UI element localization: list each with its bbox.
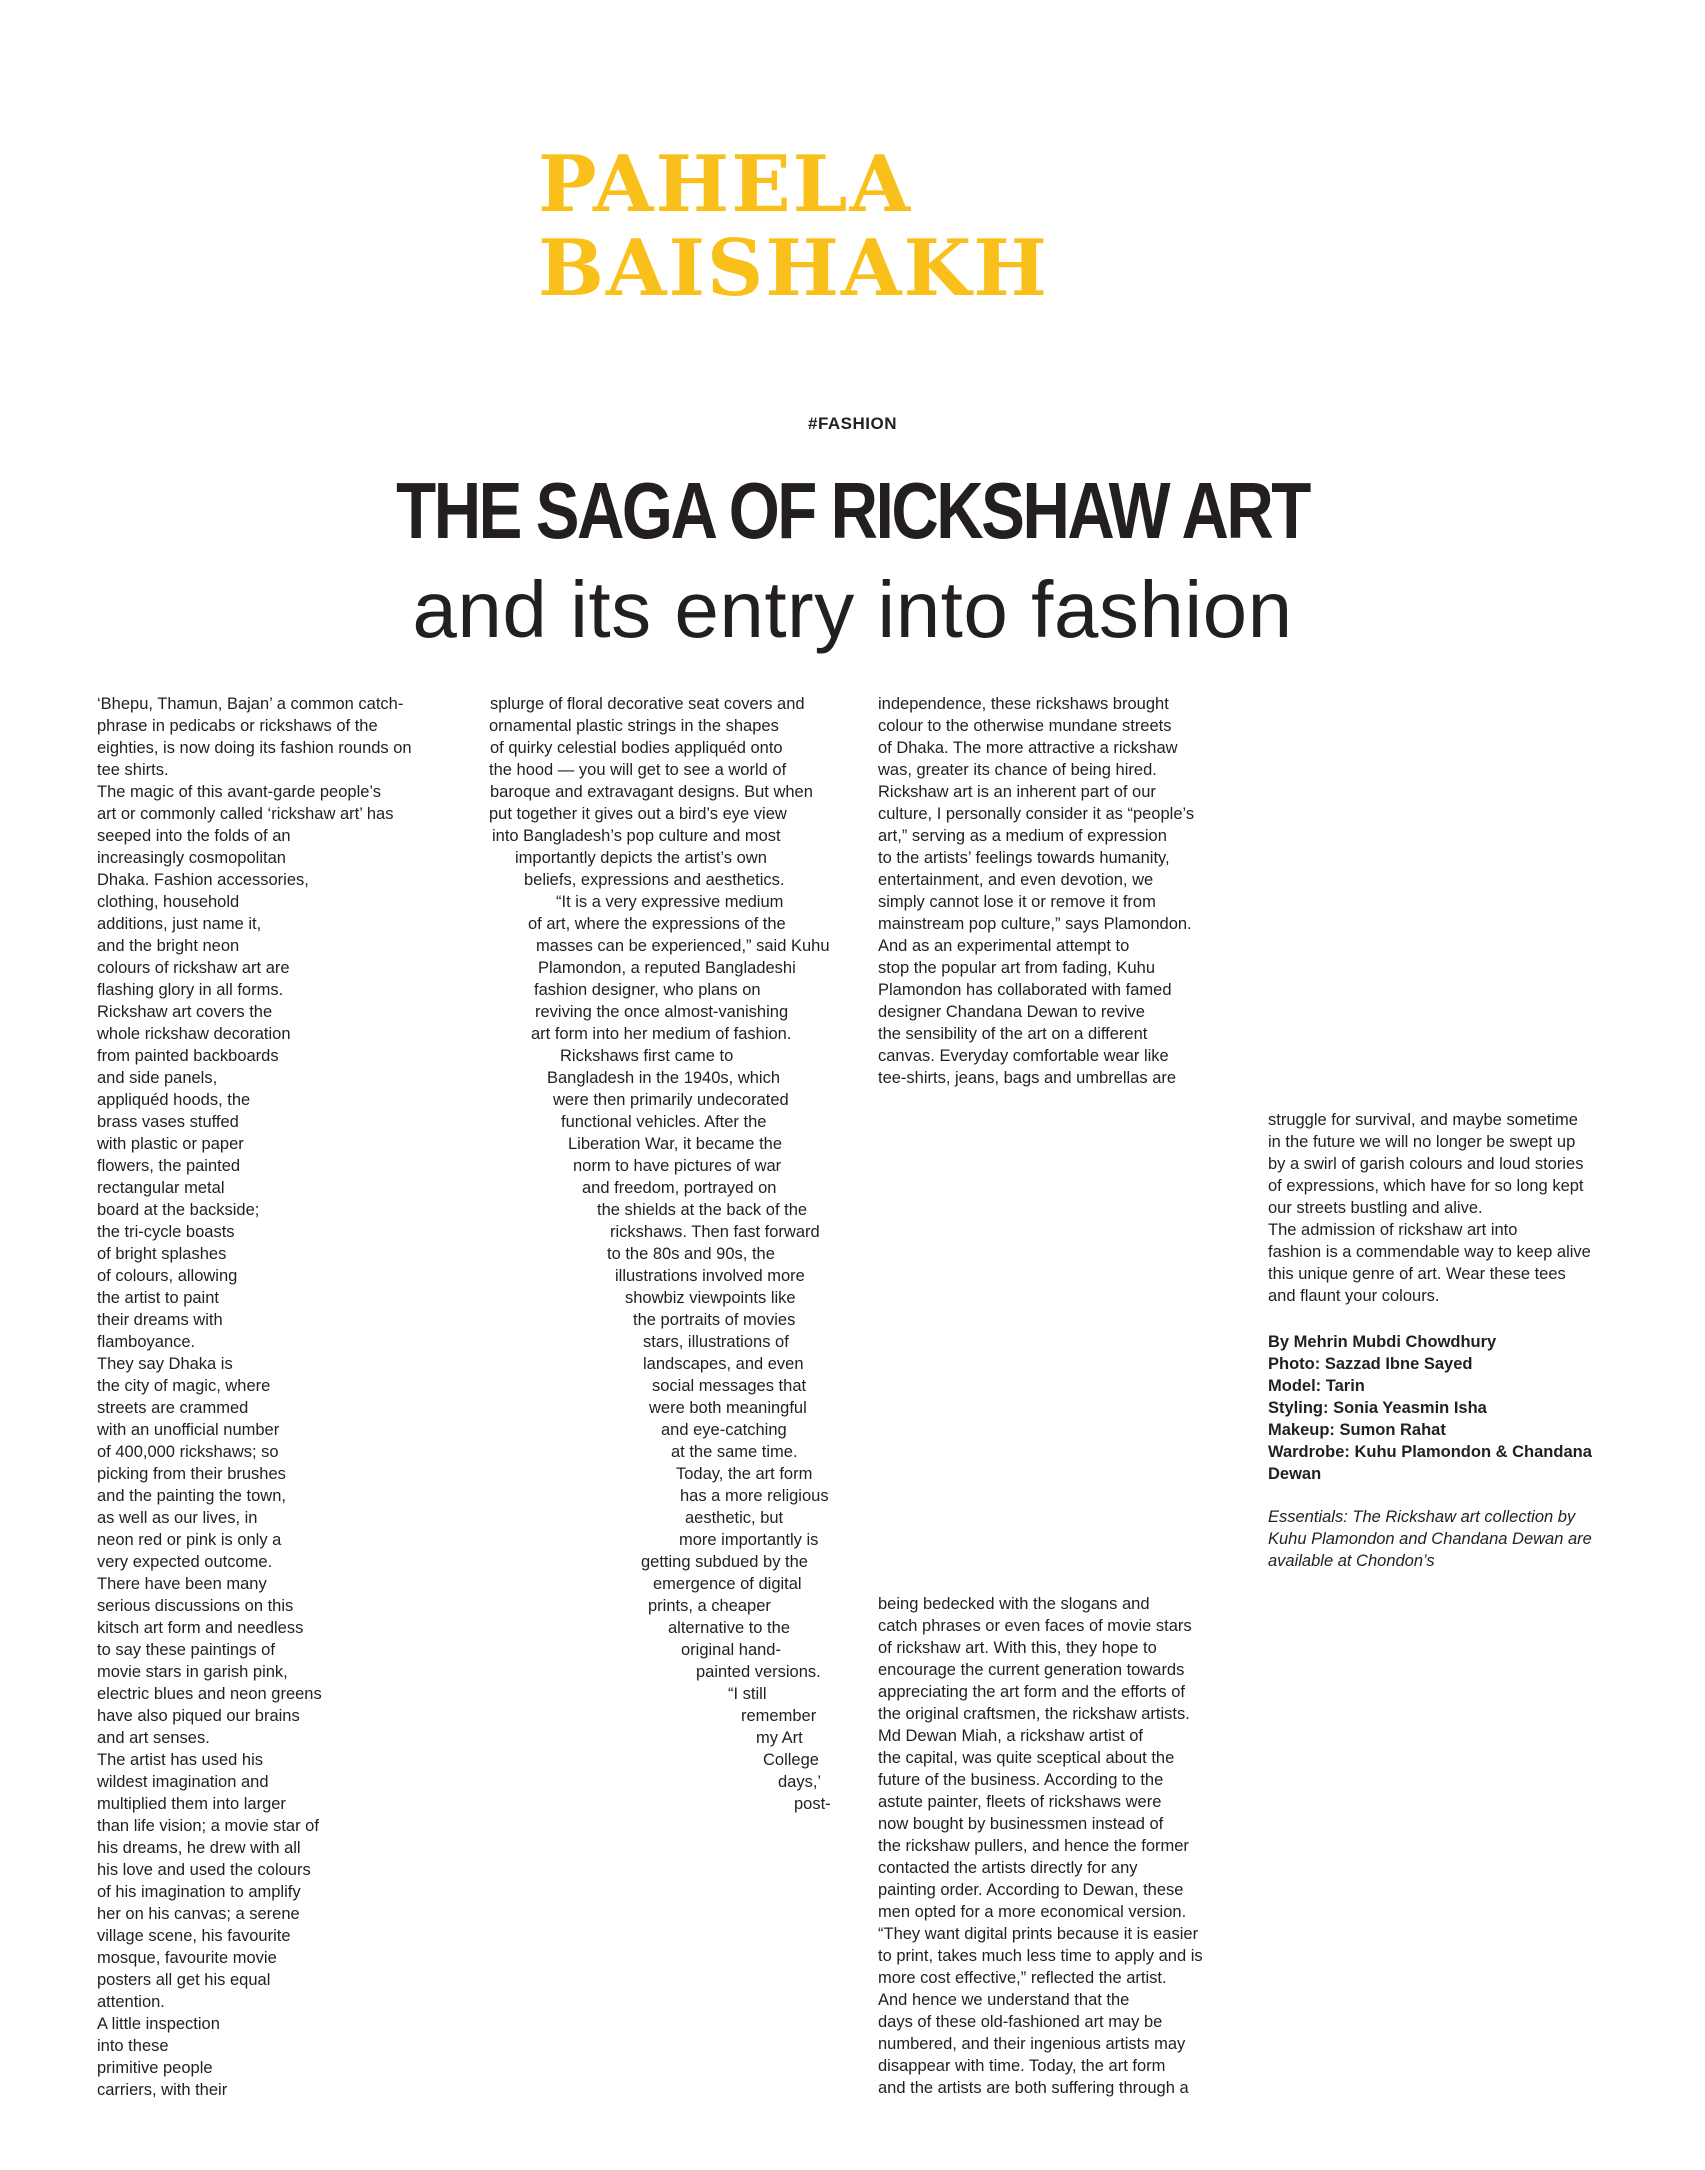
article-line: carriers, with their [97,2081,228,2099]
article-line: their dreams with [97,1311,223,1329]
article-line: the shields at the back of the [597,1201,808,1219]
article-line: stars, illustrations of [643,1333,789,1351]
credit-line: Wardrobe: Kuhu Plamondon & Chandana [1268,1443,1592,1461]
article-line: of his imagination to amplify [97,1883,301,1901]
article-line: into Bangladesh’s pop culture and most [492,827,781,845]
article-line: There have been many [97,1575,267,1593]
article-line: tee shirts. [97,761,169,779]
article-column-3-top [878,693,1194,1089]
article-line: Dhaka. Fashion accessories, [97,871,309,889]
article-line: and freedom, portrayed on [582,1179,777,1197]
article-line: astute painter, fleets of rickshaws were [878,1793,1162,1811]
credit-line: By Mehrin Mubdi Chowdhury [1268,1333,1497,1351]
article-line: as well as our lives, in [97,1509,258,1527]
article-line: than life vision; a movie star of [97,1817,319,1835]
article-line: mainstream pop culture,” says Plamondon. [878,915,1192,933]
article-line: Rickshaw art covers the [97,1003,273,1021]
article-line: now bought by businessmen instead of [878,1815,1164,1833]
article-line: painted versions. [696,1663,821,1681]
article-line: showbiz viewpoints like [625,1289,796,1307]
credit-line: Photo: Sazzad Ibne Sayed [1268,1355,1473,1373]
article-line: and the painting the town, [97,1487,286,1505]
article-line: to the artists’ feelings towards humanity, [878,849,1170,867]
article-line: with an unofficial number [97,1421,280,1439]
article-line: phrase in pedicabs or rickshaws of the [97,717,378,735]
article-line: Bangladesh in the 1940s, which [547,1069,780,1087]
article-line: in the future we will no longer be swept up [1268,1133,1576,1151]
article-line: very expected outcome. [97,1553,273,1571]
article-line: being bedecked with the slogans and [878,1595,1150,1613]
article-line: were both meaningful [649,1399,807,1417]
article-line: The magic of this avant-garde people’s [97,783,382,801]
article-line: canvas. Everyday comfortable wear like [878,1047,1169,1065]
article-line: the original craftsmen, the rickshaw artists. [878,1705,1190,1723]
article-line: neon red or pink is only a [97,1531,282,1549]
essentials-note [1268,1506,1592,1572]
article-line: board at the backside; [97,1201,260,1219]
article-line: Today, the art form [676,1465,813,1483]
article-line: of rickshaw art. With this, they hope to [878,1639,1157,1657]
article-line: men opted for a more economical version. [878,1903,1187,1921]
article-line: wildest imagination and [97,1773,269,1791]
article-line: and the bright neon [97,937,240,955]
article-line: of quirky celestial bodies appliquéd onto [490,739,783,757]
article-line: more cost effective,” reflected the artist. [878,1969,1167,1987]
credit-line: Styling: Sonia Yeasmin Isha [1268,1399,1487,1417]
article-line: post- [794,1795,831,1813]
article-line: splurge of floral decorative seat covers and [490,695,805,713]
headline: THE SAGA OF RICKSHAW ART [396,466,1309,555]
article-line: original hand- [681,1641,781,1659]
article-line: this unique genre of art. Wear these tees [1268,1265,1566,1283]
article-line: baroque and extravagant designs. But when [490,783,813,801]
photo-credits [1268,1331,1592,1485]
article-line: and eye-catching [661,1421,787,1439]
article-line: serious discussions on this [97,1597,294,1615]
article-line: from painted backboards [97,1047,279,1065]
article-line: The artist has used his [97,1751,263,1769]
article-line: disappear with time. Today, the art form [878,2057,1166,2075]
article-line: whole rickshaw decoration [97,1025,291,1043]
article-line: at the same time. [671,1443,798,1461]
article-line: increasingly cosmopolitan [97,849,286,867]
article-line: put together it gives out a bird’s eye view [489,805,787,823]
article-line: into these [97,2037,169,2055]
article-line: fashion is a commendable way to keep alive [1268,1243,1591,1261]
article-line: landscapes, and even [643,1355,804,1373]
article-line: reviving the once almost-vanishing [535,1003,789,1021]
article-line: entertainment, and even devotion, we [878,871,1154,889]
article-line: emergence of digital [653,1575,802,1593]
article-line: the tri-cycle boasts [97,1223,235,1241]
article-line: has a more religious [680,1487,829,1505]
article-line: the portraits of movies [633,1311,796,1329]
article-line: art,” serving as a medium of expression [878,827,1167,845]
essentials-line: Kuhu Plamondon and Chandana Dewan are [1268,1530,1592,1548]
article-line: functional vehicles. After the [561,1113,767,1131]
article-line: And hence we understand that the [878,1991,1130,2009]
article-line: of art, where the expressions of the [528,915,786,933]
article-column-4 [1268,1109,1591,1307]
article-line: ornamental plastic strings in the shapes [489,717,779,735]
article-line: catch phrases or even faces of movie stars [878,1617,1192,1635]
article-line: appliquéd hoods, the [97,1091,251,1109]
article-line: flamboyance. [97,1333,196,1351]
section-tag: #FASHION [807,414,898,433]
article-line: flowers, the painted [97,1157,241,1175]
article-line: the rickshaw pullers, and hence the former [878,1837,1189,1855]
article-line: masses can be experienced,” said Kuhu [536,937,830,955]
article-line: numbered, and their ingenious artists may [878,2035,1186,2053]
article-line: The admission of rickshaw art into [1268,1221,1518,1239]
article-line: They say Dhaka is [97,1355,233,1373]
article-line: with plastic or paper [97,1135,244,1153]
article-line: art or commonly called ‘rickshaw art’ has [97,805,394,823]
masthead-line-1: PAHELA [538,139,913,230]
article-line: of Dhaka. The more attractive a rickshaw [878,739,1178,757]
credit-line: Makeup: Sumon Rahat [1268,1421,1446,1439]
article-line: kitsch art form and needless [97,1619,304,1637]
article-line: by a swirl of garish colours and loud stories [1268,1155,1584,1173]
article-line: multiplied them into larger [97,1795,286,1813]
article-line: illustrations involved more [615,1267,805,1285]
credit-line: Model: Tarin [1268,1377,1365,1395]
article-line: his dreams, he drew with all [97,1839,301,1857]
masthead [538,139,1049,314]
article-line: importantly depicts the artist’s own [515,849,767,867]
article-line: aesthetic, but [685,1509,784,1527]
article-line: streets are crammed [97,1399,249,1417]
article-line: attention. [97,1993,165,2011]
article-line: my Art [756,1729,803,1747]
article-line: “They want digital prints because it is easier [878,1925,1199,1943]
article-line: the artist to paint [97,1289,219,1307]
article-line: to the 80s and 90s, the [607,1245,775,1263]
article-line: fashion designer, who plans on [534,981,761,999]
article-line: getting subdued by the [641,1553,808,1571]
article-line: and the artists are both suffering through a [878,2079,1189,2097]
article-line: alternative to the [668,1619,790,1637]
article-line: “I still [728,1685,767,1703]
article-line: posters all get his equal [97,1971,271,1989]
article-column-1 [97,693,412,2101]
article-line: brass vases stuffed [97,1113,239,1131]
article-line: was, greater its chance of being hired. [878,761,1157,779]
article-line: And as an experimental attempt to [878,937,1130,955]
article-line: future of the business. According to the [878,1771,1164,1789]
article-line: A little inspection [97,2015,220,2033]
article-line: his love and used the colours [97,1861,311,1879]
article-line: “It is a very expressive medium [556,893,784,911]
article-line: painting order. According to Dewan, these [878,1881,1184,1899]
article-line: colour to the otherwise mundane streets [878,717,1172,735]
article-line: seeped into the folds of an [97,827,291,845]
article-line: of expressions, which have for so long kept [1268,1177,1584,1195]
article-line: and art senses. [97,1729,210,1747]
article-line: primitive people [97,2059,213,2077]
essentials-line: Essentials: The Rickshaw art collection by [1268,1508,1576,1526]
article-line: rectangular metal [97,1179,225,1197]
article-line: culture, I personally consider it as “people’s [878,805,1195,823]
article-line: simply cannot lose it or remove it from [878,893,1156,911]
article-line: prints, a cheaper [648,1597,771,1615]
article-line: of colours, allowing [97,1267,238,1285]
article-line: colours of rickshaw art are [97,959,290,977]
article-line: of bright splashes [97,1245,227,1263]
article-line: the hood — you will get to see a world of [489,761,787,779]
article-line: Liberation War, it became the [568,1135,783,1153]
article-line: ‘Bhepu, Thamun, Bajan’ a common catch- [97,695,404,713]
article-line: the capital, was quite sceptical about the [878,1749,1175,1767]
article-line: flashing glory in all forms. [97,981,284,999]
article-line: and side panels, [97,1069,218,1087]
article-line: clothing, household [97,893,240,911]
article-line: her on his canvas; a serene [97,1905,300,1923]
article-line: art form into her medium of fashion. [531,1025,792,1043]
article-line: electric blues and neon greens [97,1685,322,1703]
article-line: designer Chandana Dewan to revive [878,1003,1145,1021]
article-line: our streets bustling and alive. [1268,1199,1483,1217]
article-line: norm to have pictures of war [573,1157,782,1175]
subhead: and its entry into fashion [412,565,1293,654]
article-line: social messages that [652,1377,807,1395]
article-line: village scene, his favourite [97,1927,291,1945]
article-line: were then primarily undecorated [553,1091,789,1109]
article-line: and flaunt your colours. [1268,1287,1440,1305]
essentials-line: available at Chondon’s [1268,1552,1435,1570]
article-line: beliefs, expressions and aesthetics. [524,871,785,889]
article-line: encourage the current generation towards [878,1661,1185,1679]
article-line: mosque, favourite movie [97,1949,277,1967]
article-line: Rickshaw art is an inherent part of our [878,783,1156,801]
article-line: Md Dewan Miah, a rickshaw artist of [878,1727,1144,1745]
article-line: additions, just name it, [97,915,262,933]
article-line: Plamondon has collaborated with famed [878,981,1172,999]
article-line: remember [741,1707,817,1725]
article-line: rickshaws. Then fast forward [610,1223,820,1241]
article-line: Rickshaws first came to [560,1047,734,1065]
article-line: of 400,000 rickshaws; so [97,1443,279,1461]
article-line: independence, these rickshaws brought [878,695,1169,713]
article-line: to say these paintings of [97,1641,275,1659]
article-line: the city of magic, where [97,1377,271,1395]
article-line: more importantly is [679,1531,819,1549]
article-line: days of these old-fashioned art may be [878,2013,1163,2031]
masthead-line-2: BAISHAKH [538,223,1049,314]
article-column-2 [488,693,831,1815]
article-line: stop the popular art from fading, Kuhu [878,959,1156,977]
article-line: have also piqued our brains [97,1707,300,1725]
article-line: eighties, is now doing its fashion rounds on [97,739,412,757]
article-line: Plamondon, a reputed Bangladeshi [538,959,796,977]
article-line: to print, takes much less time to apply and is [878,1947,1203,1965]
article-line: struggle for survival, and maybe sometime [1268,1111,1578,1129]
article-line: movie stars in garish pink, [97,1663,288,1681]
article-line: College [763,1751,819,1769]
article-line: days,’ [778,1773,822,1791]
article-column-3-bottom [878,1593,1203,2099]
article-line: contacted the artists directly for any [878,1859,1138,1877]
credit-line: Dewan [1268,1465,1322,1483]
article-line: picking from their brushes [97,1465,286,1483]
article-line: tee-shirts, jeans, bags and umbrellas are [878,1069,1177,1087]
article-line: appreciating the art form and the efforts of [878,1683,1185,1701]
article-line: the sensibility of the art on a different [878,1025,1148,1043]
